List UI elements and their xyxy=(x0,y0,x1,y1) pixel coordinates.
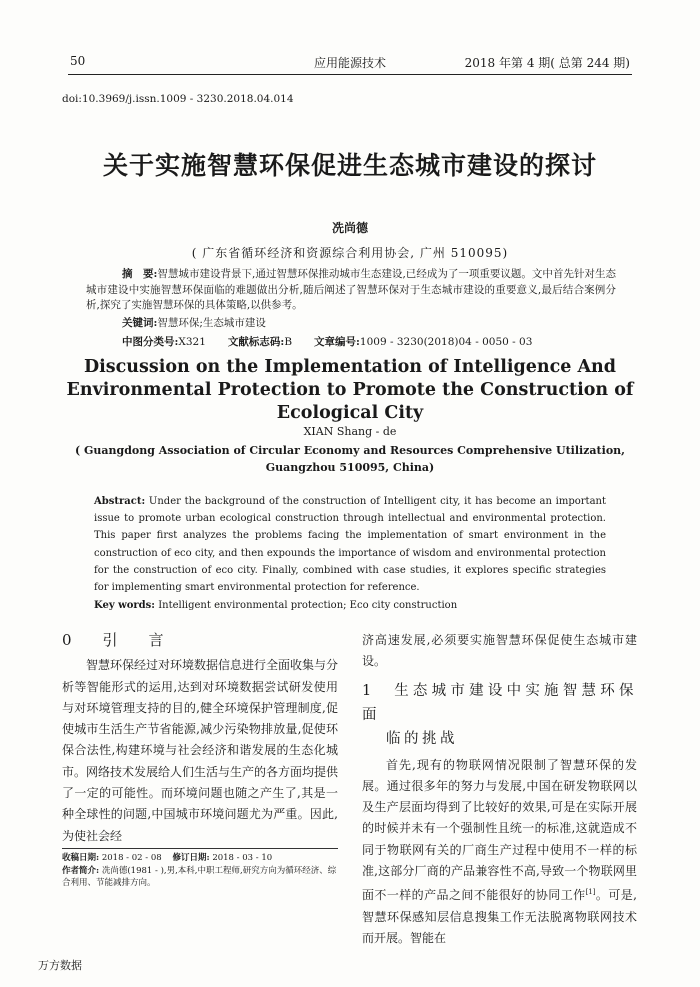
right-column xyxy=(362,630,637,949)
journal-name: 应用能源技术 xyxy=(313,56,386,70)
keywords-en xyxy=(94,600,614,611)
section-heading-1 xyxy=(362,679,637,751)
revised-date: 2018 - 03 - 10 xyxy=(212,853,273,863)
intro-continuation: 济高速发展,必须要实施智慧环保促使生态城市建设。 xyxy=(362,633,637,669)
left-column xyxy=(62,630,338,847)
clc-value: X321 xyxy=(178,336,206,348)
issue-info: 2018 年第 4 期( 总第 244 期) xyxy=(464,56,630,70)
keywords-en-label: Key words: xyxy=(94,600,155,611)
doc-code-label: 文献标志码: xyxy=(227,336,285,348)
citation-ref[interactable]: [1] xyxy=(585,888,596,897)
revised-label: 修订日期: xyxy=(172,853,210,863)
doc-code-value: B xyxy=(284,336,293,348)
page-number: 50 xyxy=(70,54,86,68)
author-name: 冼尚德 xyxy=(331,221,368,235)
keywords-cn-label: 关键词: xyxy=(122,317,158,329)
received-label: 收稿日期: xyxy=(62,853,100,863)
footer-watermark: 万方数据 xyxy=(38,959,82,972)
received-date: 2018 - 02 - 08 xyxy=(101,853,162,863)
bio-label: 作者简介: xyxy=(62,865,100,876)
abstract-cn-text: 智慧城市建设背景下,通过智慧环保推动城市生态建设,已经成为了一项重要议题。文中首先针对生态城市建设中实施智慧环保面临的难题做出分析,随后阐述了智慧环保对于生态城市建设的重要意义,最后结合案例分析,探究了实施智慧环保的具体策略,以供参考。 xyxy=(86,268,616,311)
english-author: XIAN Shang - de xyxy=(303,425,397,438)
abstract-en xyxy=(94,493,606,596)
intro-paragraph: 智慧环保经过对环境数据信息进行全面收集与分析等智能形式的运用,达到对环境数据尝试研发使用与对环境管理支持的目的,健全环境保护管理制度,促使城市生活生产节省能源,减少污染物排放量,促使环保合法性,构建环境与社会经济和谐发展的生态化城市。网络技术发展给人们生活与生产的各方面均提供了一定的可能性。而环境问题也随之产生了,其是一种全球性的问题,中国城市环境问题尤为严重。因此,为使社会经 xyxy=(62,658,339,843)
section-heading-1-line1: 1 生态城市建设中实施智慧环保面 xyxy=(362,682,637,723)
author-bio: 冼尚德(1981 - ),男,本科,中职工程师,研究方向为循环经济、综合利用、节能减排方向。 xyxy=(62,865,337,888)
keywords-cn-text: 智慧环保;生态城市建设 xyxy=(157,317,266,329)
section1-paragraph xyxy=(362,755,637,950)
section1-text-cont: 。可是,智慧环保感知层信息搜集工作无法脱离物联网技术而开展。智能在 xyxy=(362,888,637,945)
running-header xyxy=(68,54,632,75)
abstract-en-text: Under the background of the construction of Intelligent city, it has become an important issue to promote urban ecological construction through intellectual and environmental protection. This paper first analyzes the problems facing the implementation of smart environment in the construction of eco city, and then expounds the importance of wisdom and environmental protection for the construction of eco city. Finally, combined with case studies, it explores specific strategies for implementing smart environmental protection for reference. xyxy=(94,496,606,594)
classification-line xyxy=(122,334,642,349)
abstract-cn xyxy=(86,267,616,314)
english-title: Discussion on the Implementation of Intelligence And Environmental Protection to Promote the Construction of Ecological City xyxy=(66,357,634,423)
section-heading-intro: 0 引 言 xyxy=(62,631,172,649)
footnote-divider xyxy=(62,848,338,849)
article-no-label: 文章编号: xyxy=(314,336,360,348)
doi[interactable]: doi:10.3969/j.issn.1009 - 3230.2018.04.014 xyxy=(62,93,294,105)
abstract-en-label: Abstract: xyxy=(94,496,146,507)
keywords-en-text: Intelligent environmental protection; Eco city construction xyxy=(158,600,458,611)
clc-label: 中图分类号: xyxy=(122,336,179,348)
page-title: 关于实施智慧环保促进生态城市建设的探讨 xyxy=(102,151,597,180)
section1-text: 首先,现有的物联网情况限制了智慧环保的发展。通过很多年的努力与发展,中国在研发物联网以及生产层面均得到了比较好的效果,可是在实际开展的时候并未有一个强制性且统一的标准,这就造成不同于物联网有关的厂商生产过程中使用不一样的标准,这部分厂商的产品兼容性不高,导致一个物联网里面不一样的产品之间不能很好的协同工作 xyxy=(362,757,637,903)
footnote xyxy=(62,852,338,890)
author-affiliation: ( 广东省循环经济和资源综合利用协会, 广州 510095) xyxy=(191,246,509,260)
section-heading-1-line2: 临的挑战 xyxy=(386,730,458,747)
english-affiliation: ( Guangdong Association of Circular Economy and Resources Comprehensive Utilization, Guangzhou 510095, China) xyxy=(75,444,625,474)
abstract-cn-label: 摘 要: xyxy=(122,268,158,280)
keywords-cn xyxy=(122,315,266,330)
article-no-value: 1009 - 3230(2018)04 - 0050 - 03 xyxy=(359,336,533,348)
